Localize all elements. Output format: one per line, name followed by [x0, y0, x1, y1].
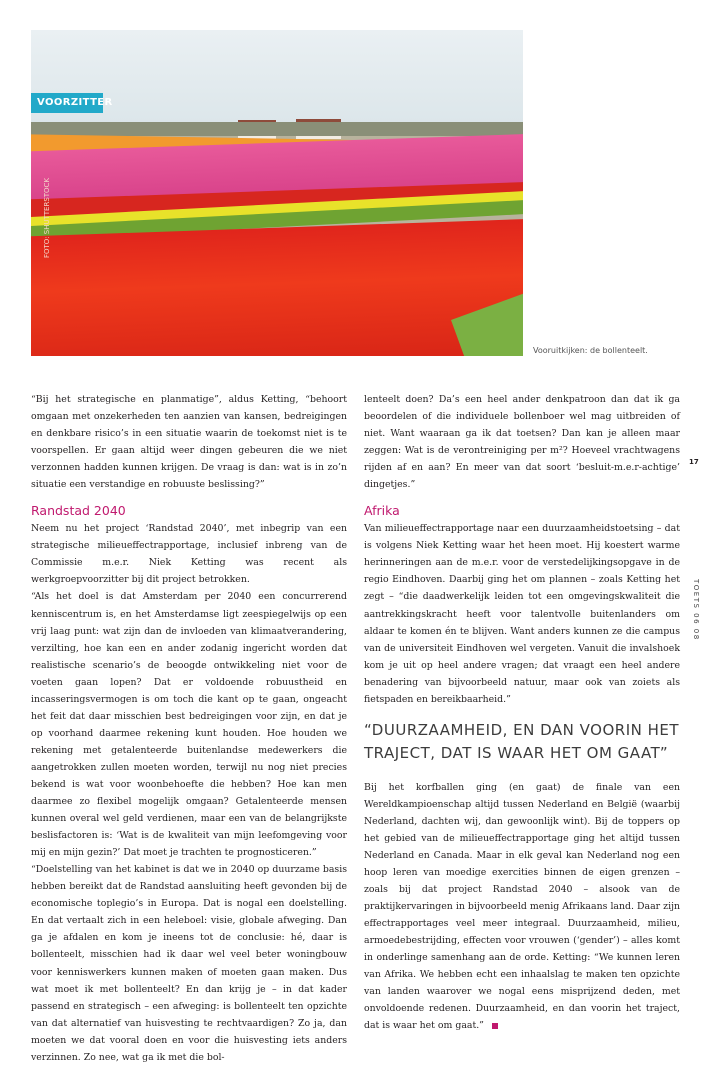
- paragraph: lenteelt doen? Da’s een heel ander denkpatroon dan dat ik ga beoordelen of die individuele bollenboer wel mag uitbreiden of niet. Want waaraan ga ik dat toetsen? Dan kan je alleen maar zeggen: Wat is de verontreiniging per m²? Hoeveel vrachtwagens rijden af en aan? En meer van dat soort ‘besluit-m.e.r-achtige’ dingetjes.”: [364, 394, 680, 491]
- page-number: 17: [689, 458, 699, 466]
- paragraph: Van milieueffectrapportage naar een duurzaamheidstoetsing – dat is volgens Niek Ketting waar het heen moet. Hij koestert warme herinneringen aan de m.e.r. voor de verstedelijkingsopgave in de regio Eindhoven. Daarbij ging het om plannen – zoals Ketting het zegt – “die daadwerkelijk leiden tot een omgevingskwaliteit die aantrekkingskracht heeft voor talentvolle buitenlanders om aldaar te komen én te blijven. Want anders kunnen ze die campus van de universiteit Eindhoven wel vergeten. Vanuit die invalshoek kom je uit op heel andere vragen; dat vraagt een heel andere benadering van bijvoorbeeld natuur, maar ook van zoiets als fietspaden en bereikbaarheid.”: [364, 523, 680, 705]
- heading-afrika: Afrika: [364, 503, 400, 519]
- running-footer: TOETS 06 08: [692, 579, 700, 641]
- pull-quote: “DUURZAAMHEID, EN DAN VOORIN HET TRAJECT, DAT IS WAAR HET OM GAAT”: [364, 720, 680, 762]
- left-column: [31, 391, 347, 1066]
- paragraph: “Als het doel is dat Amsterdam per 2040 een concurrerend kenniscentrum is, en het Amsterdamse ligt zeespiegelwijs op een vrij laag punt: wat zijn dan de invloeden van klimaatverandering, verzilting, hoe kan een en ander zodanig ingericht worden dat realistische scenario’s de beoogde ontwikkeling niet voor de voeten gaan lopen? Dat er voldoende robuustheid en incasseringsvermogen is om toch die kant op te gaan, ongeacht het feit dat daar misschien best bedreigingen voor zijn, en dat je op voorhand daarmee rekening kunt houden. Hoe houden we rekening met getalenteerde buitenlandse medewerkers die aangetrokken zullen moeten worden, terwijl nu nog niet precies bekend is wat voor woonbehoefte die hebben? Hoe kan men daarmee zo flexibel mogelijk omgaan? Getalenteerde mensen kunnen overal wel geld verdienen, maar een van de belangrijkste beslisfactoren is: ‘Wat is de kwaliteit van mijn leefomgeving voor mij en mijn gezin?’ Dat moet je trachten te prognosticeren.”: [31, 591, 347, 859]
- tulip-field-photo: [31, 30, 523, 356]
- right-column: [364, 391, 680, 1035]
- paragraph: “Doelstelling van het kabinet is dat we in 2040 op duurzame basis hebben bereikt dat de Randstad aansluiting heeft gevonden bij de economische toplegio’s in Europa. Dat is nogal een doelstelling. En dat vertaalt zich in een heleboel: visie, globale afweging. Dan ga je afdalen en kom je ineens tot de conclusie: hé, daar is bollenteelt, misschien had ik daar wel veel beter woningbouw voor kenniswerkers kunnen maken of moeten gaan maken. Dus wat moet ik met bollenteelt? En dan krijg je – in dat kader passend en strategisch – een afweging: is bollenteelt ten opzichte van dat alternatief van huisvesting te rechtvaardigen? Zo ja, dan moeten we dat vooral doen en voor die huisvesting iets anders verzinnen. Zo nee, wat ga ik met die bol-: [31, 864, 347, 1063]
- paragraph: Neem nu het project ‘Randstad 2040’, met inbegrip van een strategische milieueffectrapportage, inclusief inbreng van de Commissie m.e.r. Niek Ketting was recent als werkgroepvoorzitter bij dit project betrokken.: [31, 523, 347, 586]
- paragraph: [364, 779, 680, 1035]
- photo-credit: FOTO: SHUTTERSTOCK: [43, 177, 51, 258]
- photo-treeline: [31, 122, 523, 136]
- intro-paragraph: “Bij het strategische en planmatige”, aldus Ketting, “behoort omgaan met onzekerheden ten aanzien van kansen, bedreigingen en denkbare risico’s in een situatie waarin de toekomst niet is te voorspellen. Er gaan altijd weer dingen gebeuren die we niet verzonnen hadden kunnen krijgen. De vraag is dan: wat is in zo’n situatie een verstandige en robuuste beslissing?”: [31, 394, 347, 491]
- photo-caption: Vooruitkijken: de bollenteelt.: [533, 346, 648, 355]
- section-tag: VOORZITTER: [31, 93, 103, 113]
- heading-randstad: Randstad 2040: [31, 503, 126, 519]
- band-red-2: [31, 218, 523, 356]
- closing-text: Bij het korfballen ging (en gaat) de finale van een Wereldkampioenschap altijd tussen Nederland en België (waarbij Nederland, dachten wij, dan gewoonlijk wint). Bij de toppers op het gebied van de milieueffectrapportage ging het altijd tussen Nederland en Canada. Maar in elk geval kan Nederland nog een hoop leren van moedige exercities binnen de eigen grenzen – zoals bij dat project Randstad 2040 – alsook van de praktijkervaringen in bijvoorbeeld menig Afrikaans land. Daar zijn effectrapportages veel meer integraal. Duurzaamheid, milieu, armoedebestrijding, effecten voor vrouwen (‘gender’) – alles komt in onderlinge samenhang aan de orde. Ketting: “We kunnen leren van Afrika. We hebben echt een inhaalslag te maken ten opzichte van landen waarover we nogal eens misprijzend deden, met onvoldoende redenen. Duurzaamheid, en dan voorin het traject, dat is waar het om gaat.”: [364, 781, 680, 1032]
- end-mark-icon: [492, 1023, 498, 1029]
